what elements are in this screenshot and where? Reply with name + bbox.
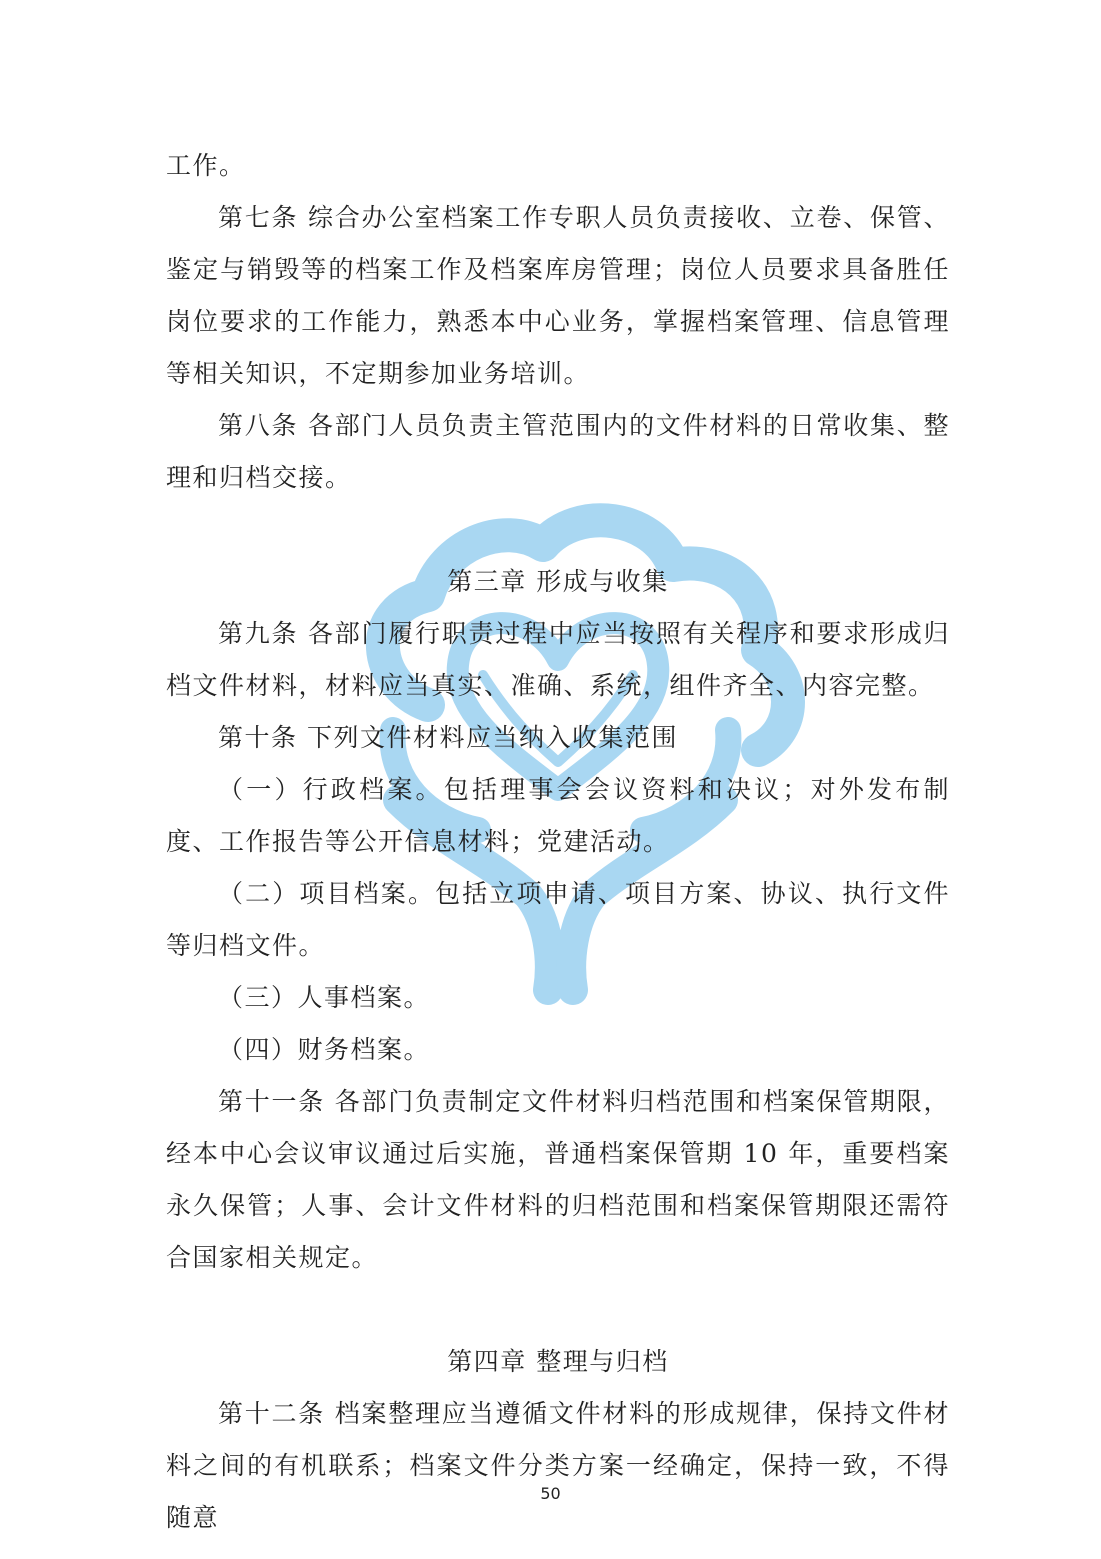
document-body [166, 140, 950, 1544]
list-item-1: （一）行政档案。包括理事会会议资料和决议；对外发布制度、工作报告等公开信息材料；党建活动。 [166, 775, 950, 856]
article-11: 第十一条 各部门负责制定文件材料归档范围和档案保管期限，经本中心会议审议通过后实施，普通档案保管期 10 年，重要档案永久保管；人事、会计文件材料的归档范围和档案保管期限还需符合国家相关规定。 [166, 1087, 950, 1272]
article-12: 第十二条 档案整理应当遵循文件材料的形成规律，保持文件材料之间的有机联系；档案文件分类方案一经确定，保持一致，不得随意 [166, 1399, 950, 1532]
article-7: 第七条 综合办公室档案工作专职人员负责接收、立卷、保管、鉴定与销毁等的档案工作及档案库房管理；岗位人员要求具备胜任岗位要求的工作能力，熟悉本中心业务，掌握档案管理、信息管理等相关知识，不定期参加业务培训。 [166, 203, 950, 388]
list-item-4: （四）财务档案。 [218, 1035, 431, 1064]
article-9: 第九条 各部门履行职责过程中应当按照有关程序和要求形成归档文件材料，材料应当真实、准确、系统，组件齐全、内容完整。 [166, 619, 950, 700]
chapter-3-title: 第三章 形成与收集 [447, 567, 669, 596]
chapter-4-title: 第四章 整理与归档 [447, 1347, 669, 1376]
paragraph-continuation: 工作。 [166, 151, 246, 180]
article-8: 第八条 各部门人员负责主管范围内的文件材料的日常收集、整理和归档交接。 [166, 411, 950, 492]
article-10: 第十条 下列文件材料应当纳入收集范围 [218, 723, 678, 752]
section-gap [166, 504, 950, 556]
section-gap [166, 1284, 950, 1336]
list-item-3: （三）人事档案。 [218, 983, 431, 1012]
list-item-2: （二）项目档案。包括立项申请、项目方案、协议、执行文件等归档文件。 [166, 879, 950, 960]
page-number: 50 [540, 1484, 561, 1503]
